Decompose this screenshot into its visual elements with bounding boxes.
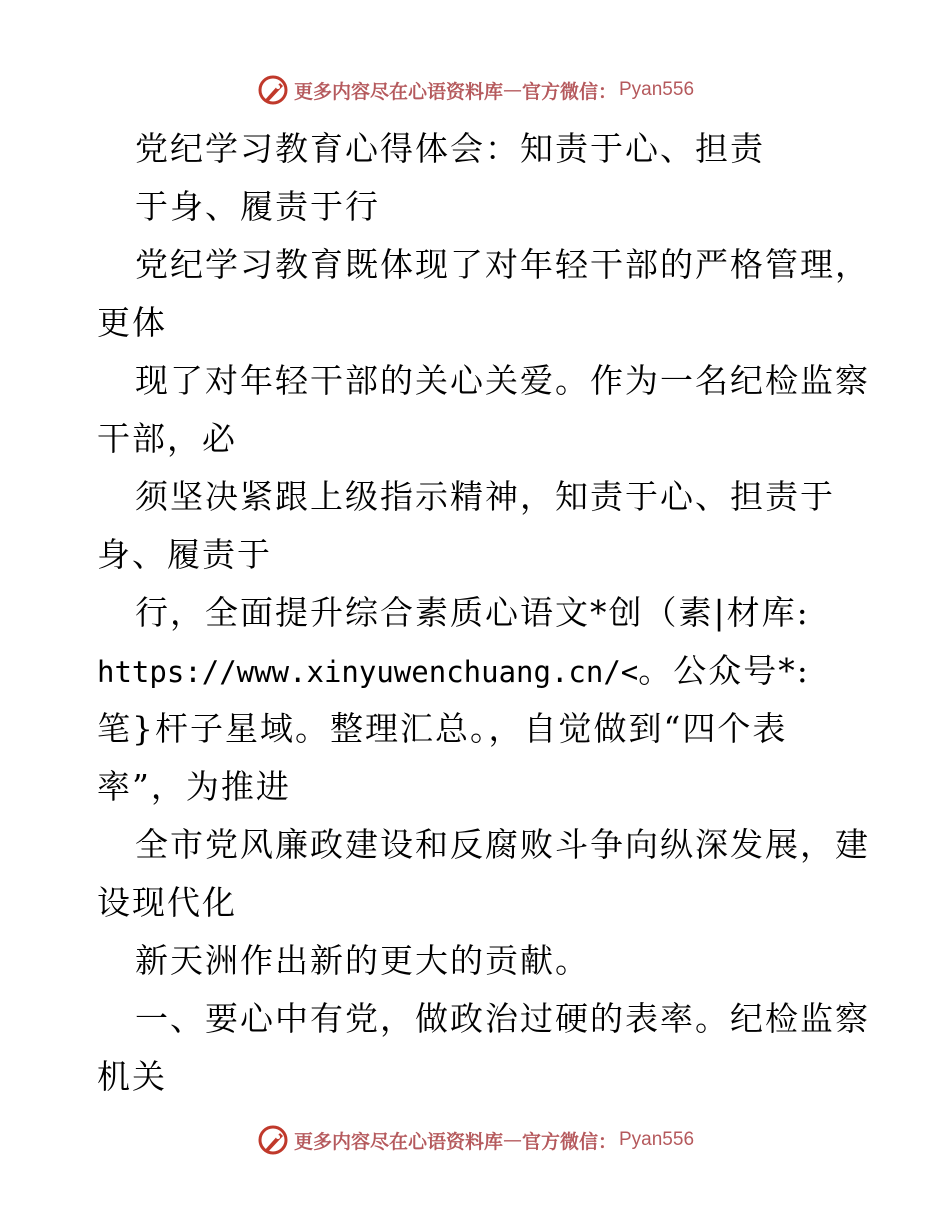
footer-slogan: 更多内容尽在心语资料库	[293, 1130, 503, 1153]
header-wechat-handle: Pyan556	[619, 79, 695, 100]
paragraph-4-line-1: 行，全面提升综合素质心语文*创（素|材库:	[135, 593, 810, 632]
paragraph-3-line-1: 须坚决紧跟上级指示精神，知责于心、担责于	[135, 477, 835, 516]
source-url: https://www.xinyuwenchuang.cn/<	[97, 655, 639, 689]
pen-nib-logo-icon	[256, 73, 290, 107]
paragraph-4-line-3: 笔}杆子星域。整理汇总。，自觉做到“四个表	[97, 709, 788, 748]
paragraph-4-line-2	[97, 642, 897, 700]
paragraph-2-line-1: 现了对年轻干部的关心关爱。作为一名纪检监察	[135, 361, 870, 400]
header-dash: —	[502, 79, 522, 101]
paragraph-3-line-2: 身、履责于	[97, 535, 272, 574]
paragraph-6-line-1: 新天洲作出新的更大的贡献。	[135, 941, 590, 980]
document-title-line-2: 于身、履责于行	[135, 187, 380, 226]
section-1-heading-line-1: 一、要心中有党，做政治过硬的表率。纪检监察	[135, 999, 870, 1038]
paragraph-1-line-2: 更体	[97, 303, 167, 342]
footer-wechat-handle: Pyan556	[619, 1129, 695, 1150]
header-wechat-label: 官方微信：	[521, 80, 617, 103]
footer-banner	[0, 1120, 950, 1160]
footer-dash: —	[502, 1129, 522, 1151]
header-banner	[0, 70, 950, 110]
footer-wechat-label: 官方微信：	[521, 1130, 617, 1153]
paragraph-5-line-2: 设现代化	[97, 883, 237, 922]
pen-nib-logo-icon	[256, 1123, 290, 1157]
paragraph-4-after-url: 。公众号*:	[638, 651, 810, 690]
header-slogan: 更多内容尽在心语资料库	[293, 80, 503, 103]
paragraph-5-line-1: 全市党风廉政建设和反腐败斗争向纵深发展，建	[135, 825, 870, 864]
paragraph-4-line-4: 率”，为推进	[97, 767, 291, 806]
section-1-heading-line-2: 机关	[97, 1057, 167, 1096]
document-body	[97, 120, 897, 1106]
paragraph-1-line-1: 党纪学习教育既体现了对年轻干部的严格管理，	[135, 245, 870, 284]
paragraph-2-line-2: 干部，必	[97, 419, 237, 458]
document-title-line-1: 党纪学习教育心得体会：知责于心、担责	[135, 129, 765, 168]
